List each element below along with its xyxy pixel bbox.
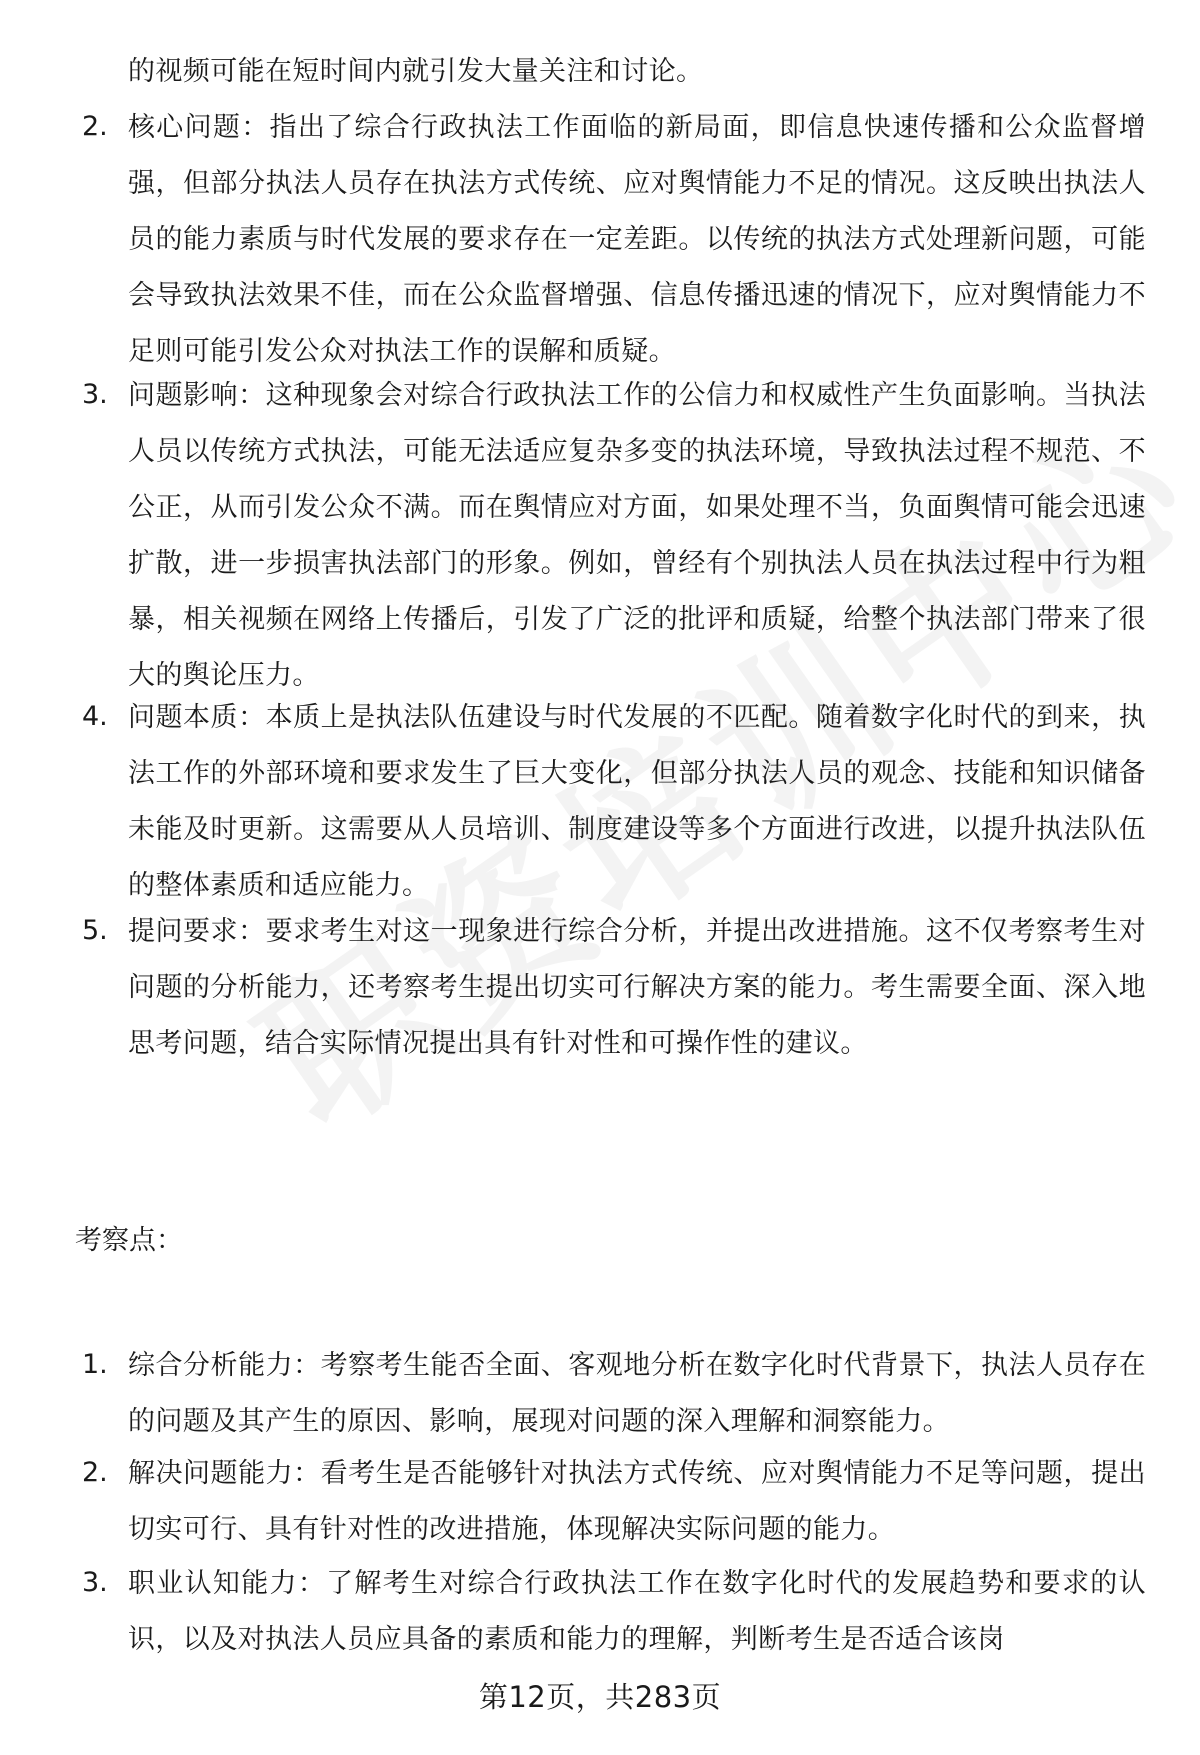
analysis-text: 核心问题：指出了综合行政执法工作面临的新局面，即信息快速传播和公众监督增强，但部分执法人员存在执法方式传统、应对舆情能力不足的情况。这反映出执法人员的能力素质与时代发展的要求存在一定差距。以传统的执法方式处理新问题，可能会导致执法效果不佳，而在公众监督增强、信息传播迅速的情况下，应对舆情能力不足则可能引发公众对执法工作的误解和质疑。 — [128, 112, 1146, 367]
list-number: 3. — [82, 1567, 108, 1598]
list-number: 1. — [82, 1349, 108, 1380]
page-footer: 第12页，共283页 — [478, 1680, 722, 1714]
exam-point-text: 综合分析能力：考察考生能否全面、客观地分析在数字化时代背景下，执法人员存在的问题及其产生的原因、影响，展现对问题的深入理解和洞察能力。 — [128, 1350, 1146, 1437]
list-number: 2. — [82, 111, 108, 142]
list-number: 5. — [82, 915, 108, 946]
list-number: 2. — [82, 1457, 108, 1488]
analysis-text: 提问要求：要求考生对这一现象进行综合分析，并提出改进措施。这不仅考察考生对问题的分析能力，还考察考生提出切实可行解决方案的能力。考生需要全面、深入地思考问题，结合实际情况提出具有针对性和可操作性的建议。 — [128, 916, 1146, 1059]
analysis-text: 问题本质：本质上是执法队伍建设与时代发展的不匹配。随着数字化时代的到来，执法工作的外部环境和要求发生了巨大变化，但部分执法人员的观念、技能和知识储备未能及时更新。这需要从人员培训、制度建设等多个方面进行改进，以提升执法队伍的整体素质和适应能力。 — [128, 702, 1146, 901]
list-number: 4. — [82, 701, 108, 732]
intro-continuation: 的视频可能在短时间内就引发大量关注和讨论。 — [128, 56, 704, 87]
section-heading: 考察点： — [75, 1225, 183, 1256]
exam-point-text: 职业认知能力：了解考生对综合行政执法工作在数字化时代的发展趋势和要求的认识，以及对执法人员应具备的素质和能力的理解，判断考生是否适合该岗 — [128, 1568, 1146, 1655]
list-number: 3. — [82, 379, 108, 410]
analysis-text: 问题影响：这种现象会对综合行政执法工作的公信力和权威性产生负面影响。当执法人员以传统方式执法，可能无法适应复杂多变的执法环境，导致执法过程不规范、不公正，从而引发公众不满。而在舆情应对方面，如果处理不当，负面舆情可能会迅速扩散，进一步损害执法部门的形象。例如，曾经有个别执法人员在执法过程中行为粗暴，相关视频在网络上传播后，引发了广泛的批评和质疑，给整个执法部门带来了很大的舆论压力。 — [128, 380, 1146, 691]
exam-point-text: 解决问题能力：看考生是否能够针对执法方式传统、应对舆情能力不足等问题，提出切实可行、具有针对性的改进措施，体现解决实际问题的能力。 — [128, 1458, 1146, 1545]
